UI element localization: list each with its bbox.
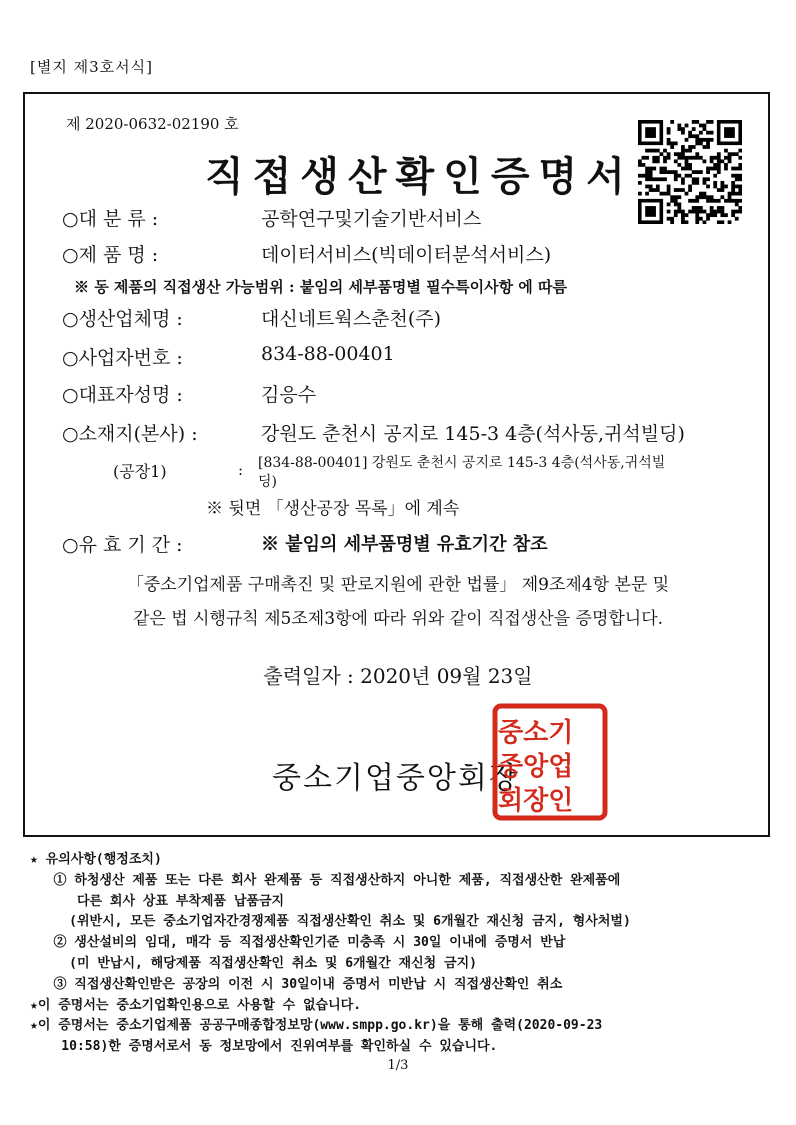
note-line: ★ 유의사항(행정조치) [30,852,162,867]
statement-line-1: 「중소기업제품 구매촉진 및 판로지원에 관한 법률」 제9조제4항 본문 및 [126,575,670,595]
product-value: 데이터서비스(빅데이터분석서비스) [261,244,552,266]
svg-text:중소기: 중소기 [498,718,574,748]
factory-value-line2: 딩) [258,474,277,490]
bizno-value: 834-88-00401 [261,343,395,365]
certificate-number: 제 2020-0632-02190 호 [66,115,239,133]
product-label: ○제 품 명 : [62,244,159,266]
note-line: (위반시, 모든 중소기업자간경쟁제품 직접생산확인 취소 및 6개월간 재신청 금지, 형사처벌) [30,914,631,930]
page-title: 직접생산확인증명서 [205,153,634,200]
qr-code-icon [638,120,742,224]
bizno-label: ○사업자번호 : [62,347,183,369]
back-note: ※ 뒷면 「생산공장 목록」에 계속 [206,499,460,519]
factory-colon: : [238,461,244,479]
note-line: (미 반납시, 해당제품 직접생산확인 취소 및 6개월간 재신청 금지) [30,955,478,971]
category-value: 공학연구및기술기반서비스 [261,208,482,230]
svg-text:중앙업: 중앙업 [498,752,574,782]
validity-value: ※ 붙임의 세부품명별 유효기간 참조 [261,534,548,555]
address-label: ○소재지(본사) : [62,423,198,445]
factory-label: (공장1) [113,462,167,481]
ceo-label: ○대표자성명 : [62,384,183,406]
note-line: ★이 증명서는 중소기업확인용으로 사용할 수 없습니다. [30,997,362,1013]
issuer-name: 중소기업중앙회장 [272,761,520,796]
ceo-value: 김응수 [261,384,317,406]
address-value: 강원도 춘천시 공지로 145-3 4층(석사동,귀석빌딩) [261,423,685,445]
category-label: ○대 분 류 : [62,208,159,230]
certification-statement [0,568,796,636]
svg-text:회장인: 회장인 [498,786,574,816]
note-line: 10:58)한 증명서로서 동 정보망에서 진위여부를 확인하실 수 있습니다. [30,1039,498,1055]
print-date: 출력일자 : 2020년 09월 23일 [263,664,533,688]
scope-note: ※ 동 제품의 직접생산 가능범위 : 붙임의 세부품명별 필수특이사항 에 따름 [74,278,567,296]
factory-value-line1: [834-88-00401] 강원도 춘천시 공지로 145-3 4층(석사동,귀석빌 [258,455,666,471]
form-tag: [별지 제3호서식] [30,58,153,76]
note-line: ★이 증명서는 중소기업제품 공공구매종합정보망(www.smpp.go.kr)을 통해 출력(2020-09-23 [30,1018,603,1034]
notes [30,850,631,1058]
statement-line-2: 같은 법 시행규칙 제5조제3항에 따라 위와 같이 직접생산을 증명합니다. [132,609,664,629]
company-value: 대신네트웍스춘천(주) [261,308,442,330]
note-line: ② 생산설비의 임대, 매각 등 직접생산확인기준 미충족 시 30일 이내에 증명서 반납 [30,935,566,951]
official-seal-icon [492,703,608,821]
page-number: 1/3 [387,1058,409,1073]
company-label: ○생산업체명 : [62,308,183,330]
validity-label: ○유 효 기 간 : [62,534,183,556]
note-line: 다른 회사 상표 부착제품 납품금지 [30,893,285,909]
note-line: ③ 직접생산확인받은 공장의 이전 시 30일이내 증명서 미반납 시 직접생산확인 취소 [30,976,563,992]
note-line: ① 하청생산 제품 또는 다른 회사 완제품 등 직접생산하지 아니한 제품, 직접생산한 완제품에 [30,872,621,888]
